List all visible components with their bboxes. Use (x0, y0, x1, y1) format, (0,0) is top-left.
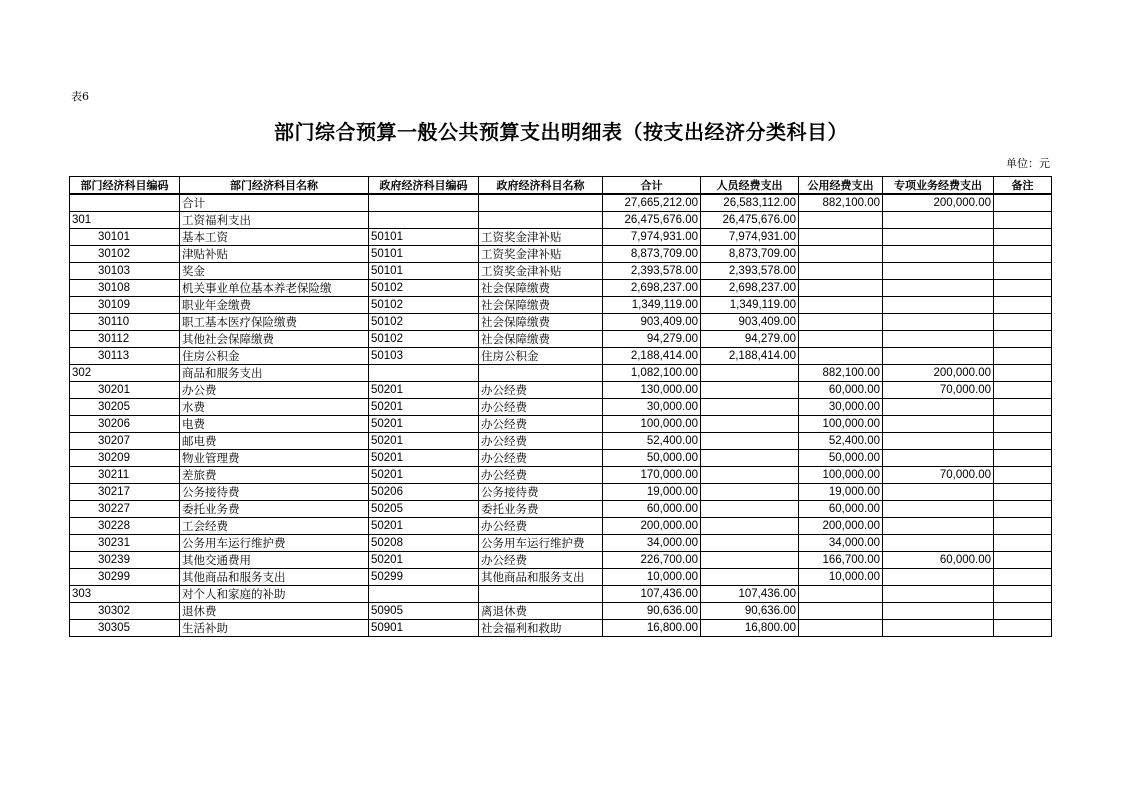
gov-name-cell: 工资奖金津补贴 (479, 263, 603, 280)
dept-code-cell: 30113 (70, 348, 180, 365)
gov-code-cell: 50101 (369, 263, 479, 280)
dept-name-cell: 对个人和家庭的补助 (180, 586, 369, 603)
special-cell (883, 501, 994, 518)
special-cell: 70,000.00 (883, 467, 994, 484)
public-cell: 10,000.00 (799, 569, 883, 586)
unit-label: 单位：元 (1006, 157, 1050, 170)
remarks-cell (994, 467, 1052, 484)
personnel-cell: 2,188,414.00 (701, 348, 799, 365)
dept-code-cell: 30209 (70, 450, 180, 467)
dept-code-cell: 30299 (70, 569, 180, 586)
remarks-cell (994, 569, 1052, 586)
total-cell: 2,393,578.00 (603, 263, 701, 280)
personnel-cell (701, 416, 799, 433)
public-cell (799, 603, 883, 620)
gov-name-cell: 住房公积金 (479, 348, 603, 365)
remarks-cell (994, 348, 1052, 365)
total-cell: 8,873,709.00 (603, 246, 701, 263)
total-cell: 2,188,414.00 (603, 348, 701, 365)
dept-name-cell: 职业年金缴费 (180, 297, 369, 314)
remarks-cell (994, 501, 1052, 518)
personnel-cell: 26,475,676.00 (701, 212, 799, 229)
total-cell: 130,000.00 (603, 382, 701, 399)
dept-name-cell: 奖金 (180, 263, 369, 280)
gov-code-cell: 50201 (369, 467, 479, 484)
personnel-cell (701, 484, 799, 501)
table-row (70, 194, 1052, 212)
table-body (70, 194, 1052, 637)
table-row (70, 535, 1052, 552)
gov-name-cell (479, 194, 603, 212)
personnel-cell: 107,436.00 (701, 586, 799, 603)
remarks-cell (994, 365, 1052, 382)
remarks-cell (994, 416, 1052, 433)
public-cell: 100,000.00 (799, 467, 883, 484)
table-row (70, 212, 1052, 229)
gov-code-cell: 50901 (369, 620, 479, 637)
table-row (70, 229, 1052, 246)
special-cell (883, 484, 994, 501)
gov-name-cell: 办公经费 (479, 382, 603, 399)
table-row (70, 603, 1052, 620)
gov-code-cell: 50905 (369, 603, 479, 620)
gov-name-cell: 公务用车运行维护费 (479, 535, 603, 552)
total-cell: 16,800.00 (603, 620, 701, 637)
special-cell (883, 263, 994, 280)
total-cell: 52,400.00 (603, 433, 701, 450)
remarks-cell (994, 331, 1052, 348)
table-row (70, 552, 1052, 569)
total-cell: 903,409.00 (603, 314, 701, 331)
remarks-cell (994, 229, 1052, 246)
total-cell: 26,475,676.00 (603, 212, 701, 229)
remarks-cell (994, 620, 1052, 637)
personnel-cell (701, 467, 799, 484)
personnel-cell (701, 518, 799, 535)
dept-name-cell: 工资福利支出 (180, 212, 369, 229)
gov-name-cell: 委托业务费 (479, 501, 603, 518)
dept-name-cell: 委托业务费 (180, 501, 369, 518)
gov-name-cell: 社会保障缴费 (479, 314, 603, 331)
table-row (70, 450, 1052, 467)
public-cell (799, 586, 883, 603)
budget-detail-table (69, 176, 1052, 637)
gov-name-cell: 社会保障缴费 (479, 280, 603, 297)
table-row (70, 586, 1052, 603)
public-cell: 60,000.00 (799, 382, 883, 399)
table-row (70, 518, 1052, 535)
public-cell (799, 246, 883, 263)
public-cell: 882,100.00 (799, 194, 883, 212)
gov-code-cell: 50102 (369, 280, 479, 297)
dept-code-cell: 303 (70, 586, 180, 603)
remarks-cell (994, 280, 1052, 297)
public-cell: 19,000.00 (799, 484, 883, 501)
table-row (70, 246, 1052, 263)
remarks-cell (994, 297, 1052, 314)
personnel-cell: 16,800.00 (701, 620, 799, 637)
total-cell: 30,000.00 (603, 399, 701, 416)
personnel-cell (701, 433, 799, 450)
personnel-cell (701, 569, 799, 586)
dept-code-cell: 30201 (70, 382, 180, 399)
total-cell: 2,698,237.00 (603, 280, 701, 297)
gov-name-cell: 办公经费 (479, 416, 603, 433)
table-row (70, 297, 1052, 314)
personnel-cell: 90,636.00 (701, 603, 799, 620)
special-cell (883, 280, 994, 297)
total-cell: 1,082,100.00 (603, 365, 701, 382)
public-cell (799, 314, 883, 331)
special-cell (883, 569, 994, 586)
total-cell: 90,636.00 (603, 603, 701, 620)
dept-code-cell: 30109 (70, 297, 180, 314)
gov-code-cell: 50102 (369, 314, 479, 331)
public-cell: 60,000.00 (799, 501, 883, 518)
gov-code-cell: 50201 (369, 416, 479, 433)
personnel-cell (701, 535, 799, 552)
table-row (70, 263, 1052, 280)
remarks-cell (994, 382, 1052, 399)
dept-code-cell: 30228 (70, 518, 180, 535)
dept-code-cell: 30102 (70, 246, 180, 263)
personnel-cell (701, 365, 799, 382)
public-cell: 200,000.00 (799, 518, 883, 535)
dept-name-cell: 其他交通费用 (180, 552, 369, 569)
dept-name-cell: 差旅费 (180, 467, 369, 484)
dept-name-cell: 物业管理费 (180, 450, 369, 467)
gov-code-cell (369, 365, 479, 382)
special-cell (883, 348, 994, 365)
personnel-cell: 2,698,237.00 (701, 280, 799, 297)
header-personnel: 人员经费支出 (701, 177, 799, 195)
remarks-cell (994, 484, 1052, 501)
remarks-cell (994, 450, 1052, 467)
table-row (70, 280, 1052, 297)
public-cell: 52,400.00 (799, 433, 883, 450)
remarks-cell (994, 433, 1052, 450)
total-cell: 10,000.00 (603, 569, 701, 586)
dept-name-cell: 合计 (180, 194, 369, 212)
total-cell: 226,700.00 (603, 552, 701, 569)
special-cell (883, 586, 994, 603)
special-cell (883, 212, 994, 229)
remarks-cell (994, 212, 1052, 229)
personnel-cell: 7,974,931.00 (701, 229, 799, 246)
dept-code-cell: 30227 (70, 501, 180, 518)
gov-name-cell: 办公经费 (479, 433, 603, 450)
remarks-cell (994, 314, 1052, 331)
public-cell (799, 280, 883, 297)
gov-name-cell: 工资奖金津补贴 (479, 229, 603, 246)
gov-code-cell: 50101 (369, 229, 479, 246)
gov-code-cell (369, 586, 479, 603)
gov-code-cell: 50102 (369, 297, 479, 314)
dept-code-cell: 30112 (70, 331, 180, 348)
personnel-cell: 2,393,578.00 (701, 263, 799, 280)
personnel-cell (701, 501, 799, 518)
gov-code-cell: 50208 (369, 535, 479, 552)
total-cell: 170,000.00 (603, 467, 701, 484)
dept-name-cell: 商品和服务支出 (180, 365, 369, 382)
special-cell (883, 518, 994, 535)
gov-code-cell (369, 212, 479, 229)
header-dept-code: 部门经济科目编码 (70, 177, 180, 195)
table-row (70, 314, 1052, 331)
table-row (70, 467, 1052, 484)
special-cell (883, 433, 994, 450)
dept-code-cell: 30207 (70, 433, 180, 450)
gov-name-cell: 社会保障缴费 (479, 331, 603, 348)
dept-code-cell: 30108 (70, 280, 180, 297)
public-cell: 166,700.00 (799, 552, 883, 569)
special-cell (883, 450, 994, 467)
public-cell (799, 212, 883, 229)
table-header-row (70, 177, 1052, 195)
dept-code-cell: 301 (70, 212, 180, 229)
table-row (70, 620, 1052, 637)
gov-code-cell (369, 194, 479, 212)
dept-code-cell: 30101 (70, 229, 180, 246)
header-total: 合计 (603, 177, 701, 195)
special-cell (883, 603, 994, 620)
personnel-cell (701, 399, 799, 416)
public-cell (799, 348, 883, 365)
gov-name-cell (479, 365, 603, 382)
dept-code-cell (70, 194, 180, 212)
dept-name-cell: 基本工资 (180, 229, 369, 246)
table-row (70, 382, 1052, 399)
dept-name-cell: 水费 (180, 399, 369, 416)
dept-name-cell: 电费 (180, 416, 369, 433)
dept-code-cell: 30205 (70, 399, 180, 416)
dept-name-cell: 津贴补贴 (180, 246, 369, 263)
gov-name-cell: 工资奖金津补贴 (479, 246, 603, 263)
header-remarks: 备注 (994, 177, 1052, 195)
special-cell (883, 416, 994, 433)
dept-code-cell: 30305 (70, 620, 180, 637)
gov-code-cell: 50101 (369, 246, 479, 263)
dept-name-cell: 工会经费 (180, 518, 369, 535)
remarks-cell (994, 603, 1052, 620)
gov-name-cell (479, 212, 603, 229)
dept-code-cell: 30103 (70, 263, 180, 280)
dept-name-cell: 其他商品和服务支出 (180, 569, 369, 586)
header-gov-name: 政府经济科目名称 (479, 177, 603, 195)
dept-name-cell: 机关事业单位基本养老保险缴 (180, 280, 369, 297)
gov-name-cell (479, 586, 603, 603)
gov-name-cell: 办公经费 (479, 450, 603, 467)
gov-name-cell: 办公经费 (479, 552, 603, 569)
dept-code-cell: 302 (70, 365, 180, 382)
remarks-cell (994, 399, 1052, 416)
personnel-cell: 94,279.00 (701, 331, 799, 348)
dept-name-cell: 公务接待费 (180, 484, 369, 501)
table-row (70, 365, 1052, 382)
header-special: 专项业务经费支出 (883, 177, 994, 195)
special-cell (883, 297, 994, 314)
public-cell (799, 229, 883, 246)
public-cell: 34,000.00 (799, 535, 883, 552)
gov-code-cell: 50201 (369, 552, 479, 569)
dept-name-cell: 办公费 (180, 382, 369, 399)
gov-name-cell: 公务接待费 (479, 484, 603, 501)
gov-code-cell: 50201 (369, 450, 479, 467)
special-cell: 200,000.00 (883, 194, 994, 212)
header-public: 公用经费支出 (799, 177, 883, 195)
page-title: 部门综合预算一般公共预算支出明细表（按支出经济分类科目） (274, 120, 848, 144)
gov-code-cell: 50206 (369, 484, 479, 501)
total-cell: 107,436.00 (603, 586, 701, 603)
dept-name-cell: 公务用车运行维护费 (180, 535, 369, 552)
remarks-cell (994, 518, 1052, 535)
dept-name-cell: 生活补助 (180, 620, 369, 637)
remarks-cell (994, 194, 1052, 212)
gov-code-cell: 50102 (369, 331, 479, 348)
dept-code-cell: 30211 (70, 467, 180, 484)
remarks-cell (994, 586, 1052, 603)
gov-name-cell: 社会福利和救助 (479, 620, 603, 637)
gov-code-cell: 50201 (369, 382, 479, 399)
special-cell (883, 535, 994, 552)
dept-name-cell: 职工基本医疗保险缴费 (180, 314, 369, 331)
dept-code-cell: 30206 (70, 416, 180, 433)
remarks-cell (994, 263, 1052, 280)
table-row (70, 569, 1052, 586)
dept-name-cell: 邮电费 (180, 433, 369, 450)
total-cell: 27,665,212.00 (603, 194, 701, 212)
special-cell (883, 331, 994, 348)
dept-name-cell: 住房公积金 (180, 348, 369, 365)
special-cell (883, 399, 994, 416)
table-row (70, 331, 1052, 348)
total-cell: 100,000.00 (603, 416, 701, 433)
total-cell: 60,000.00 (603, 501, 701, 518)
remarks-cell (994, 535, 1052, 552)
gov-name-cell: 办公经费 (479, 518, 603, 535)
remarks-cell (994, 552, 1052, 569)
special-cell (883, 620, 994, 637)
total-cell: 200,000.00 (603, 518, 701, 535)
dept-code-cell: 30239 (70, 552, 180, 569)
gov-name-cell: 办公经费 (479, 399, 603, 416)
total-cell: 1,349,119.00 (603, 297, 701, 314)
dept-name-cell: 其他社会保障缴费 (180, 331, 369, 348)
personnel-cell (701, 552, 799, 569)
special-cell (883, 246, 994, 263)
remarks-cell (994, 246, 1052, 263)
public-cell: 30,000.00 (799, 399, 883, 416)
special-cell (883, 229, 994, 246)
special-cell: 60,000.00 (883, 552, 994, 569)
public-cell: 100,000.00 (799, 416, 883, 433)
gov-name-cell: 其他商品和服务支出 (479, 569, 603, 586)
personnel-cell (701, 382, 799, 399)
gov-code-cell: 50201 (369, 399, 479, 416)
dept-code-cell: 30302 (70, 603, 180, 620)
personnel-cell: 903,409.00 (701, 314, 799, 331)
gov-code-cell: 50201 (369, 433, 479, 450)
gov-code-cell: 50205 (369, 501, 479, 518)
total-cell: 7,974,931.00 (603, 229, 701, 246)
public-cell (799, 297, 883, 314)
table-row (70, 348, 1052, 365)
total-cell: 34,000.00 (603, 535, 701, 552)
special-cell (883, 314, 994, 331)
gov-code-cell: 50201 (369, 518, 479, 535)
personnel-cell: 8,873,709.00 (701, 246, 799, 263)
gov-name-cell: 办公经费 (479, 467, 603, 484)
total-cell: 50,000.00 (603, 450, 701, 467)
public-cell: 882,100.00 (799, 365, 883, 382)
public-cell (799, 263, 883, 280)
personnel-cell: 26,583,112.00 (701, 194, 799, 212)
header-gov-code: 政府经济科目编码 (369, 177, 479, 195)
header-dept-name: 部门经济科目名称 (180, 177, 369, 195)
table-row (70, 416, 1052, 433)
dept-code-cell: 30231 (70, 535, 180, 552)
table-row (70, 501, 1052, 518)
gov-name-cell: 社会保障缴费 (479, 297, 603, 314)
total-cell: 19,000.00 (603, 484, 701, 501)
table-row (70, 399, 1052, 416)
public-cell: 50,000.00 (799, 450, 883, 467)
gov-name-cell: 离退休费 (479, 603, 603, 620)
personnel-cell (701, 450, 799, 467)
gov-code-cell: 50299 (369, 569, 479, 586)
table-number-label: 表6 (71, 90, 89, 103)
dept-code-cell: 30110 (70, 314, 180, 331)
table-row (70, 484, 1052, 501)
special-cell: 70,000.00 (883, 382, 994, 399)
table-row (70, 433, 1052, 450)
total-cell: 94,279.00 (603, 331, 701, 348)
special-cell: 200,000.00 (883, 365, 994, 382)
dept-code-cell: 30217 (70, 484, 180, 501)
public-cell (799, 620, 883, 637)
public-cell (799, 331, 883, 348)
dept-name-cell: 退休费 (180, 603, 369, 620)
personnel-cell: 1,349,119.00 (701, 297, 799, 314)
gov-code-cell: 50103 (369, 348, 479, 365)
